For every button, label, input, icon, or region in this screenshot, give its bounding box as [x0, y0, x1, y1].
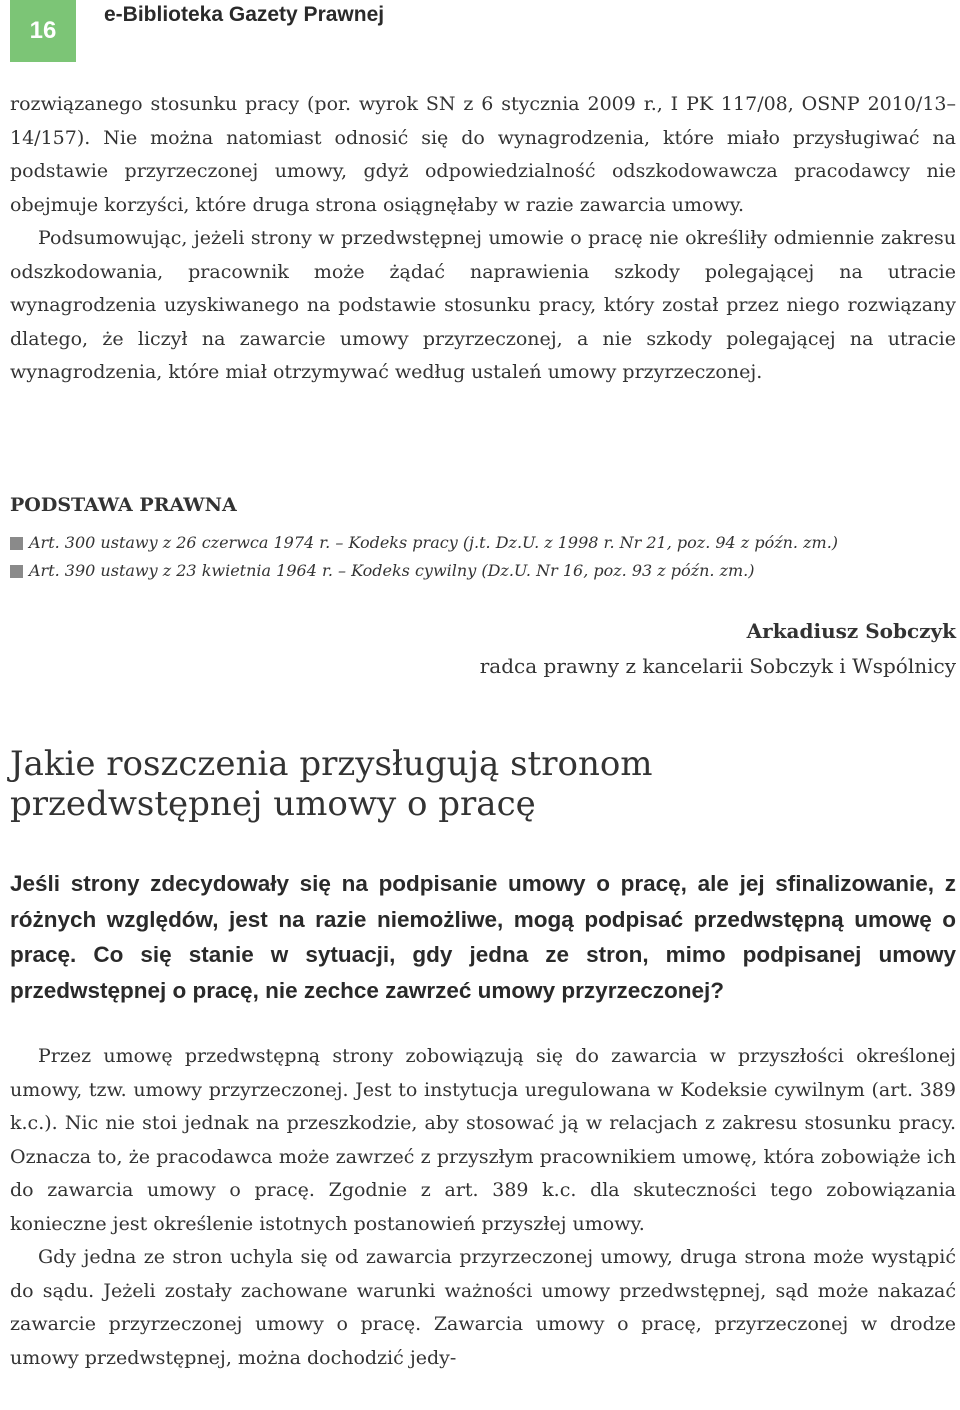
article-title-line: Jakie roszczenia przysługują stronom: [10, 744, 653, 784]
legal-basis-heading: PODSTAWA PRAWNA: [10, 494, 237, 516]
article-title: [10, 744, 710, 824]
square-bullet-icon: [10, 537, 23, 550]
page-number: 16: [29, 17, 57, 44]
paragraph: Gdy jedna ze stron uchyla się od zawarcia przyrzeczonej umowy, druga strona może wystąpić do sądu. Jeżeli zostały zachowane warunki ważności umowy przedwstępnej, sąd może nakazać zawarcie przyrzeczonej umowy o pracę. Zawarcia umowy o pracę, przyrzeczonej w drodze umowy przedwstępnej, można dochodzić jedy-: [10, 1246, 956, 1369]
paragraph: rozwiązanego stosunku pracy (por. wyrok SN z 6 stycznia 2009 r., I PK 117/08, OSNP 2010/13–14/157). Nie można natomiast odnosić się do wynagrodzenia, które miało przysługiwać na podstawie przyrzeczonej umowy, gdyż odpowiedzialność odszkodowawcza pracodawcy nie obejmuje korzyści, które druga strona osiągnęłaby w razie zawarcia umowy.: [10, 93, 956, 216]
author-role: radca prawny z kancelarii Sobczyk i Wspólnicy: [479, 654, 956, 678]
legal-basis-item: [10, 557, 956, 585]
author-name: Arkadiusz Sobczyk: [746, 619, 956, 643]
square-bullet-icon: [10, 565, 23, 578]
section-continued-text: [10, 88, 956, 390]
article-lead: Jeśli strony zdecydowały się na podpisanie umowy o pracę, ale jej sfinalizowanie, z różnych względów, jest na razie niemożliwe, mogą podpisać przedwstępną umowę o pracę. Co się stanie w sytuacji, gdy jedna ze stron, mimo podpisanej umowy przedwstępnej o pracę, nie zechce zawrzeć umowy przyrzeczonej?: [10, 871, 956, 1003]
legal-basis-list: [10, 529, 956, 585]
legal-basis-item: [10, 529, 956, 557]
article-title-line: przedwstępnej umowy o pracę: [10, 784, 536, 824]
paragraph: Podsumowując, jeżeli strony w przedwstępnej umowie o pracę nie określiły odmiennie zakresu odszkodowania, pracownik może żądać naprawienia szkody polegającej na utracie wynagrodzenia uzyskiwanego na podstawie stosunku pracy, który został przez niego rozwiązany dlatego, że liczył na zawarcie umowy przyrzeczonej, a nie szkody polegającej na utracie wynagrodzenia, które miał otrzymywać według ustaleń umowy przyrzeczonej.: [10, 227, 956, 383]
legal-basis-text: Art. 300 ustawy z 26 czerwca 1974 r. – Kodeks pracy (j.t. Dz.U. z 1998 r. Nr 21, poz. 94 z późn. zm.): [29, 533, 839, 552]
article-body: [10, 1040, 956, 1375]
paragraph: Przez umowę przedwstępną strony zobowiązują się do zawarcia w przyszłości określonej umowy, tzw. umowy przyrzeczonej. Jest to instytucja uregulowana w Kodeksie cywilnym (art. 389 k.c.). Nic nie stoi jednak na przeszkodzie, aby stosować ją w relacjach z zakresu stosunku pracy. Oznacza to, że pracodawca może zawrzeć z przyszłym pracownikiem umowę, która zobowiąże ich do zawarcia umowy o pracę. Zgodnie z art. 389 k.c. dla skuteczności tego zobowiązania konieczne jest określenie istotnych postanowień przyszłej umowy.: [10, 1045, 956, 1235]
legal-basis-text: Art. 390 ustawy z 23 kwietnia 1964 r. – Kodeks cywilny (Dz.U. Nr 16, poz. 93 z późn. zm.): [29, 561, 755, 580]
page-number-badge: [10, 0, 76, 62]
publication-title: e-Biblioteka Gazety Prawnej: [104, 3, 385, 26]
